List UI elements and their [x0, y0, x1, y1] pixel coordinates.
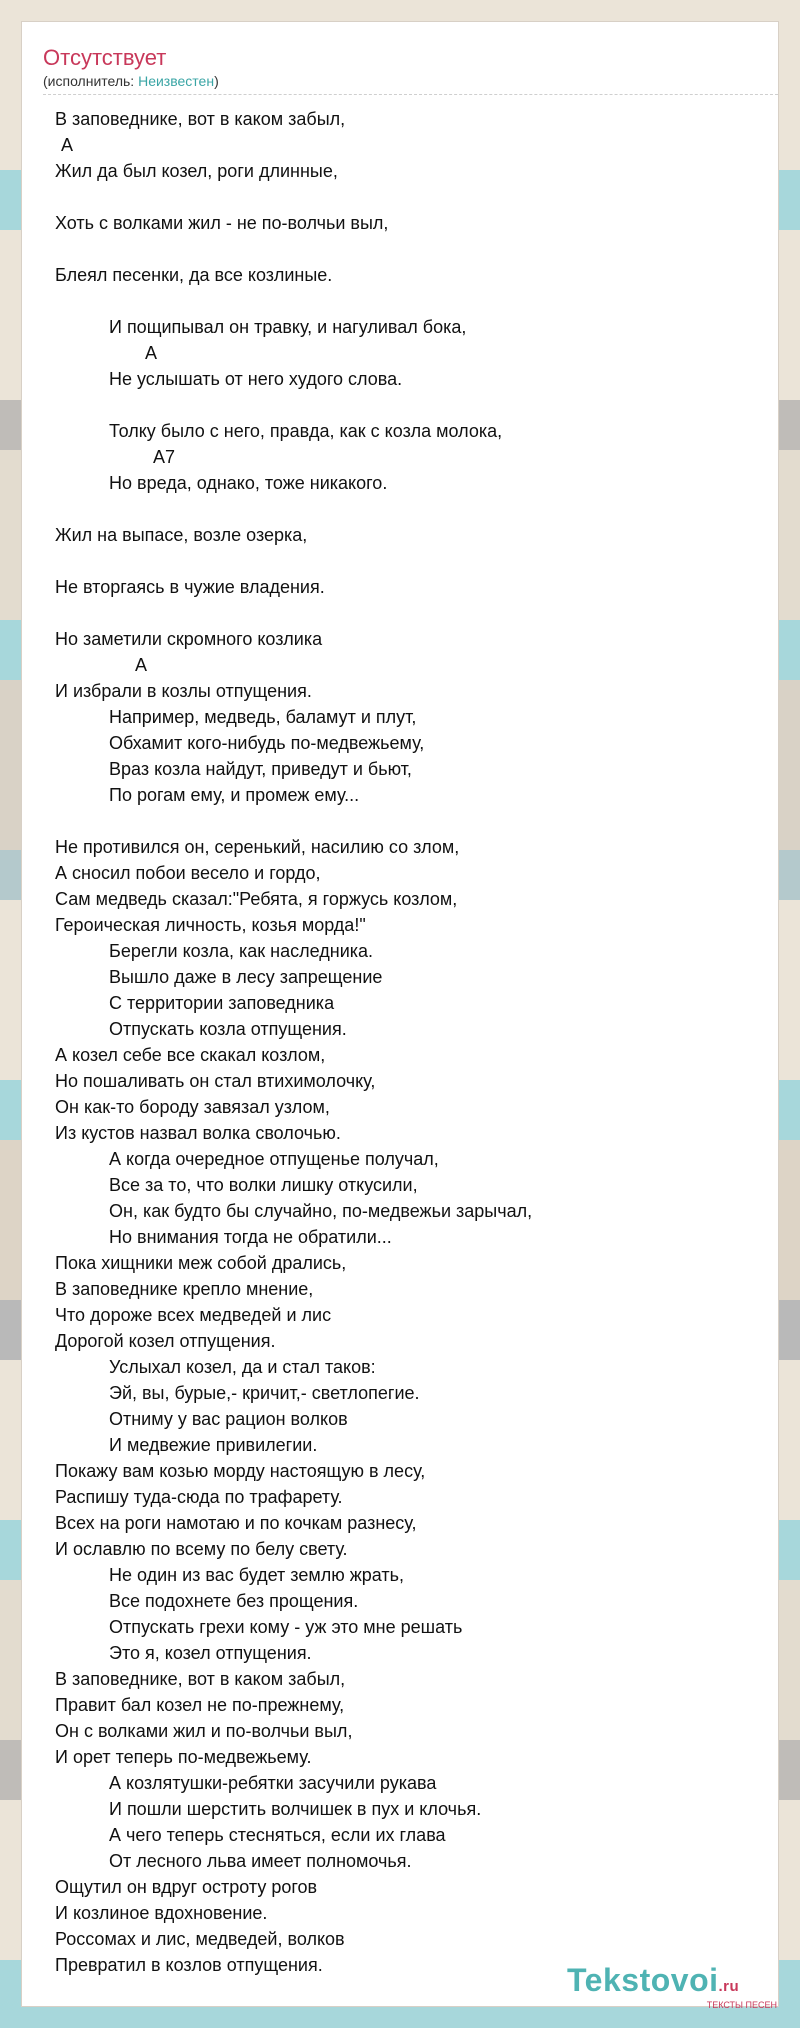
lyric-line: Но вреда, однако, тоже никакого. — [109, 473, 388, 493]
site-logo[interactable] — [567, 1962, 777, 2010]
lyrics-body — [22, 106, 778, 1978]
lyric-line: А козлятушки-ребятки засучили рукава — [109, 1773, 437, 1793]
lyric-line: По рогам ему, и промеж ему... — [109, 785, 360, 805]
lyric-line: Распишу туда-сюда по трафарету. — [55, 1487, 343, 1507]
lyric-line: Россомах и лис, медведей, волков — [55, 1929, 345, 1949]
lyric-line: Он как-то бороду завязал узлом, — [55, 1097, 330, 1117]
lyric-line: Пока хищники меж собой дрались, — [55, 1253, 347, 1273]
lyric-line: Например, медведь, баламут и плут, — [109, 707, 417, 727]
lyric-line: Толку было с него, правда, как с козла молока, — [109, 421, 503, 441]
header-divider — [43, 94, 778, 95]
lyric-line: И орет теперь по-медвежьему. — [55, 1747, 312, 1767]
lyric-line: Из кустов назвал волка сволочью. — [55, 1123, 341, 1143]
lyric-line: Не противился он, серенький, насилию со злом, — [55, 837, 460, 857]
lyric-line: И пошли шерстить волчишек в пух и клочья. — [109, 1799, 482, 1819]
artist-line — [43, 73, 219, 89]
lyric-line: А чего теперь стесняться, если их глава — [109, 1825, 446, 1845]
lyric-line: Сам медведь сказал:"Ребята, я горжусь козлом, — [55, 889, 458, 909]
lyric-line: Это я, козел отпущения. — [109, 1643, 312, 1663]
lyric-line: В заповеднике, вот в каком забыл, — [55, 109, 346, 129]
chord-line: А7 — [153, 447, 176, 467]
lyric-line: Он с волками жил и по-волчьи выл, — [55, 1721, 353, 1741]
logo-domain: .ru — [718, 1978, 740, 1995]
lyric-line: Ощутил он вдруг остроту рогов — [55, 1877, 318, 1897]
logo-wordmark — [567, 1962, 739, 1999]
chord-line: А — [145, 343, 158, 363]
lyric-line: Правит бал козел не по-прежнему, — [55, 1695, 345, 1715]
lyric-line: Хоть с волками жил - не по-волчьи выл, — [55, 213, 389, 233]
lyric-line: Обхамит кого-нибудь по-медвежьему, — [109, 733, 425, 753]
chord-line: А — [61, 135, 74, 155]
lyrics-card — [21, 21, 779, 2010]
lyric-line: Все подохнете без прощения. — [109, 1591, 359, 1611]
lyric-line: Превратил в козлов отпущения. — [55, 1955, 323, 1975]
artist-link[interactable]: Неизвестен — [138, 73, 215, 89]
blank-line — [22, 392, 778, 418]
lyric-line: Берегли козла, как наследника. — [109, 941, 374, 961]
lyric-line: Но заметили скромного козлика — [55, 629, 323, 649]
lyric-line: Эй, вы, бурые,- кричит,- светлопегие. — [109, 1383, 420, 1403]
lyric-line: А когда очередное отпущенье получал, — [109, 1149, 439, 1169]
lyric-line: Услыхал козел, да и стал таков: — [109, 1357, 376, 1377]
logo-name: Tekstovoi — [567, 1962, 719, 1998]
song-title: Отсутствует — [43, 45, 167, 70]
blank-line — [22, 236, 778, 262]
lyric-line: Он, как будто бы случайно, по-медвежьи зарычал, — [109, 1201, 533, 1221]
blank-line — [22, 808, 778, 834]
lyric-line: Блеял песенки, да все козлиные. — [55, 265, 333, 285]
lyric-line: Отниму у вас рацион волков — [109, 1409, 348, 1429]
lyric-line: Что дороже всех медведей и лис — [55, 1305, 332, 1325]
lyric-line: Вышло даже в лесу запрещение — [109, 967, 383, 987]
lyric-line: В заповеднике крепло мнение, — [55, 1279, 314, 1299]
lyric-line: И козлиное вдохновение. — [55, 1903, 268, 1923]
lyric-line: А козел себе все скакал козлом, — [55, 1045, 326, 1065]
blank-line — [22, 548, 778, 574]
blank-line — [22, 496, 778, 522]
lyric-line: Но внимания тогда не обратили... — [109, 1227, 392, 1247]
lyric-line: Покажу вам козью морду настоящую в лесу, — [55, 1461, 426, 1481]
blank-line — [22, 288, 778, 314]
lyric-line: А сносил побои весело и гордо, — [55, 863, 321, 883]
lyric-line: И ославлю по всему по белу свету. — [55, 1539, 348, 1559]
chord-line: А — [135, 655, 148, 675]
lyric-line: От лесного льва имеет полномочья. — [109, 1851, 412, 1871]
blank-line — [22, 184, 778, 210]
lyric-line: Не вторгаясь в чужие владения. — [55, 577, 325, 597]
lyric-line: И медвежие привилегии. — [109, 1435, 318, 1455]
lyric-line: Не услышать от него худого слова. — [109, 369, 403, 389]
lyric-line: В заповеднике, вот в каком забыл, — [55, 1669, 346, 1689]
lyric-line: Жил на выпасе, возле озерка, — [55, 525, 308, 545]
lyric-line: Дорогой козел отпущения. — [55, 1331, 276, 1351]
lyric-line: Жил да был козел, роги длинные, — [55, 161, 338, 181]
lyric-line: Героическая личность, козья морда!" — [55, 915, 366, 935]
lyric-line: С территории заповедника — [109, 993, 335, 1013]
lyric-line: Но пошаливать он стал втихимолочку, — [55, 1071, 376, 1091]
blank-line — [22, 600, 778, 626]
lyric-line: Отпускать грехи кому - уж это мне решать — [109, 1617, 463, 1637]
lyric-line: Отпускать козла отпущения. — [109, 1019, 347, 1039]
lyric-line: И пощипывал он травку, и нагуливал бока, — [109, 317, 467, 337]
lyric-line: Не один из вас будет землю жрать, — [109, 1565, 405, 1585]
artist-suffix: ) — [214, 73, 219, 89]
lyric-line: Все за то, что волки лишку откусили, — [109, 1175, 418, 1195]
lyric-line: Всех на роги намотаю и по кочкам разнесу, — [55, 1513, 417, 1533]
artist-prefix: (исполнитель: — [43, 73, 139, 89]
lyric-line: И избрали в козлы отпущения. — [55, 681, 312, 701]
logo-tagline: ТЕКСТЫ ПЕСЕН — [706, 2000, 777, 2010]
lyric-line: Враз козла найдут, приведут и бьют, — [109, 759, 412, 779]
